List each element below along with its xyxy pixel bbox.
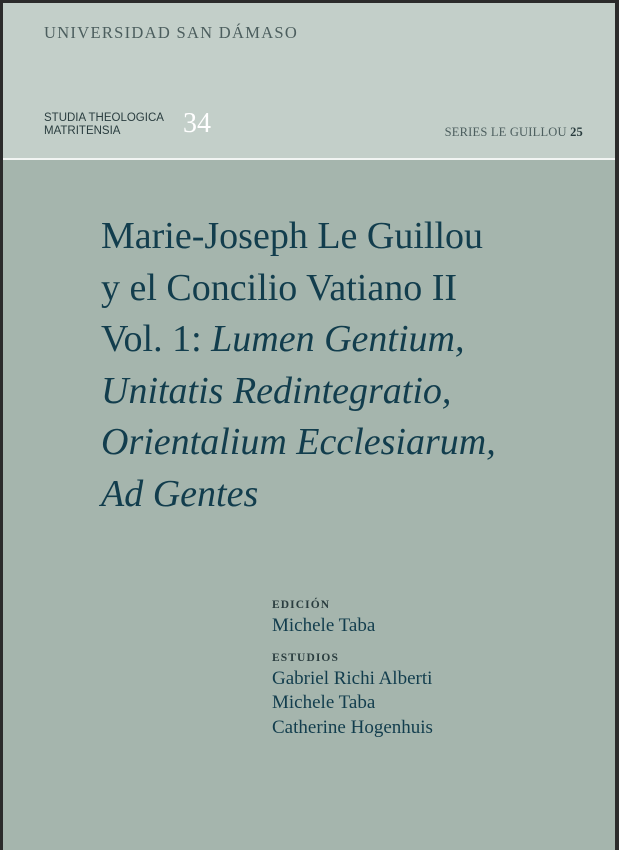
title-document-unitatis-redintegratio: Unitatis Redintegratio, [101, 369, 452, 412]
publisher-name: UNIVERSIDAD SAN DÁMASO [44, 23, 299, 42]
collection-name-line-1: STUDIA THEOLOGICA [44, 112, 164, 124]
series-number: 25 [570, 125, 583, 139]
edicion-heading: EDICIÓN [272, 599, 331, 611]
book-title [101, 211, 601, 520]
collection-number: 34 [183, 108, 211, 139]
series-label [445, 125, 583, 140]
series-name: SERIES LE GUILLOU [444, 125, 567, 139]
title-document-ad-gentes: Ad Gentes [101, 472, 259, 515]
study-author-3: Catherine Hogenhuis [272, 716, 433, 738]
cover-header-band [3, 3, 615, 158]
study-author-2: Michele Taba [272, 692, 376, 713]
collection-name-line-2: MATRITENSIA [44, 125, 121, 137]
collection-name [44, 112, 164, 138]
title-line-4 [101, 366, 601, 418]
title-line-5 [101, 417, 601, 469]
title-document-lumen-gentium: Lumen Gentium, [211, 318, 465, 360]
title-line-2: y el Concilio Vatiano II [101, 266, 458, 309]
header-divider [3, 158, 615, 160]
editor-name: Michele Taba [272, 615, 376, 636]
study-author-1: Gabriel Richi Alberti [272, 667, 433, 689]
title-document-orientalium-ecclesiarum: Orientalium Ecclesiarum, [101, 421, 496, 463]
title-line-1: Marie-Joseph Le Guillou [101, 215, 484, 257]
title-line-3 [101, 314, 601, 366]
estudios-heading: ESTUDIOS [272, 651, 339, 664]
credits-block [272, 596, 433, 740]
title-line-6 [101, 469, 601, 521]
title-volume: Vol. 1: [101, 318, 212, 360]
book-cover [3, 3, 615, 850]
